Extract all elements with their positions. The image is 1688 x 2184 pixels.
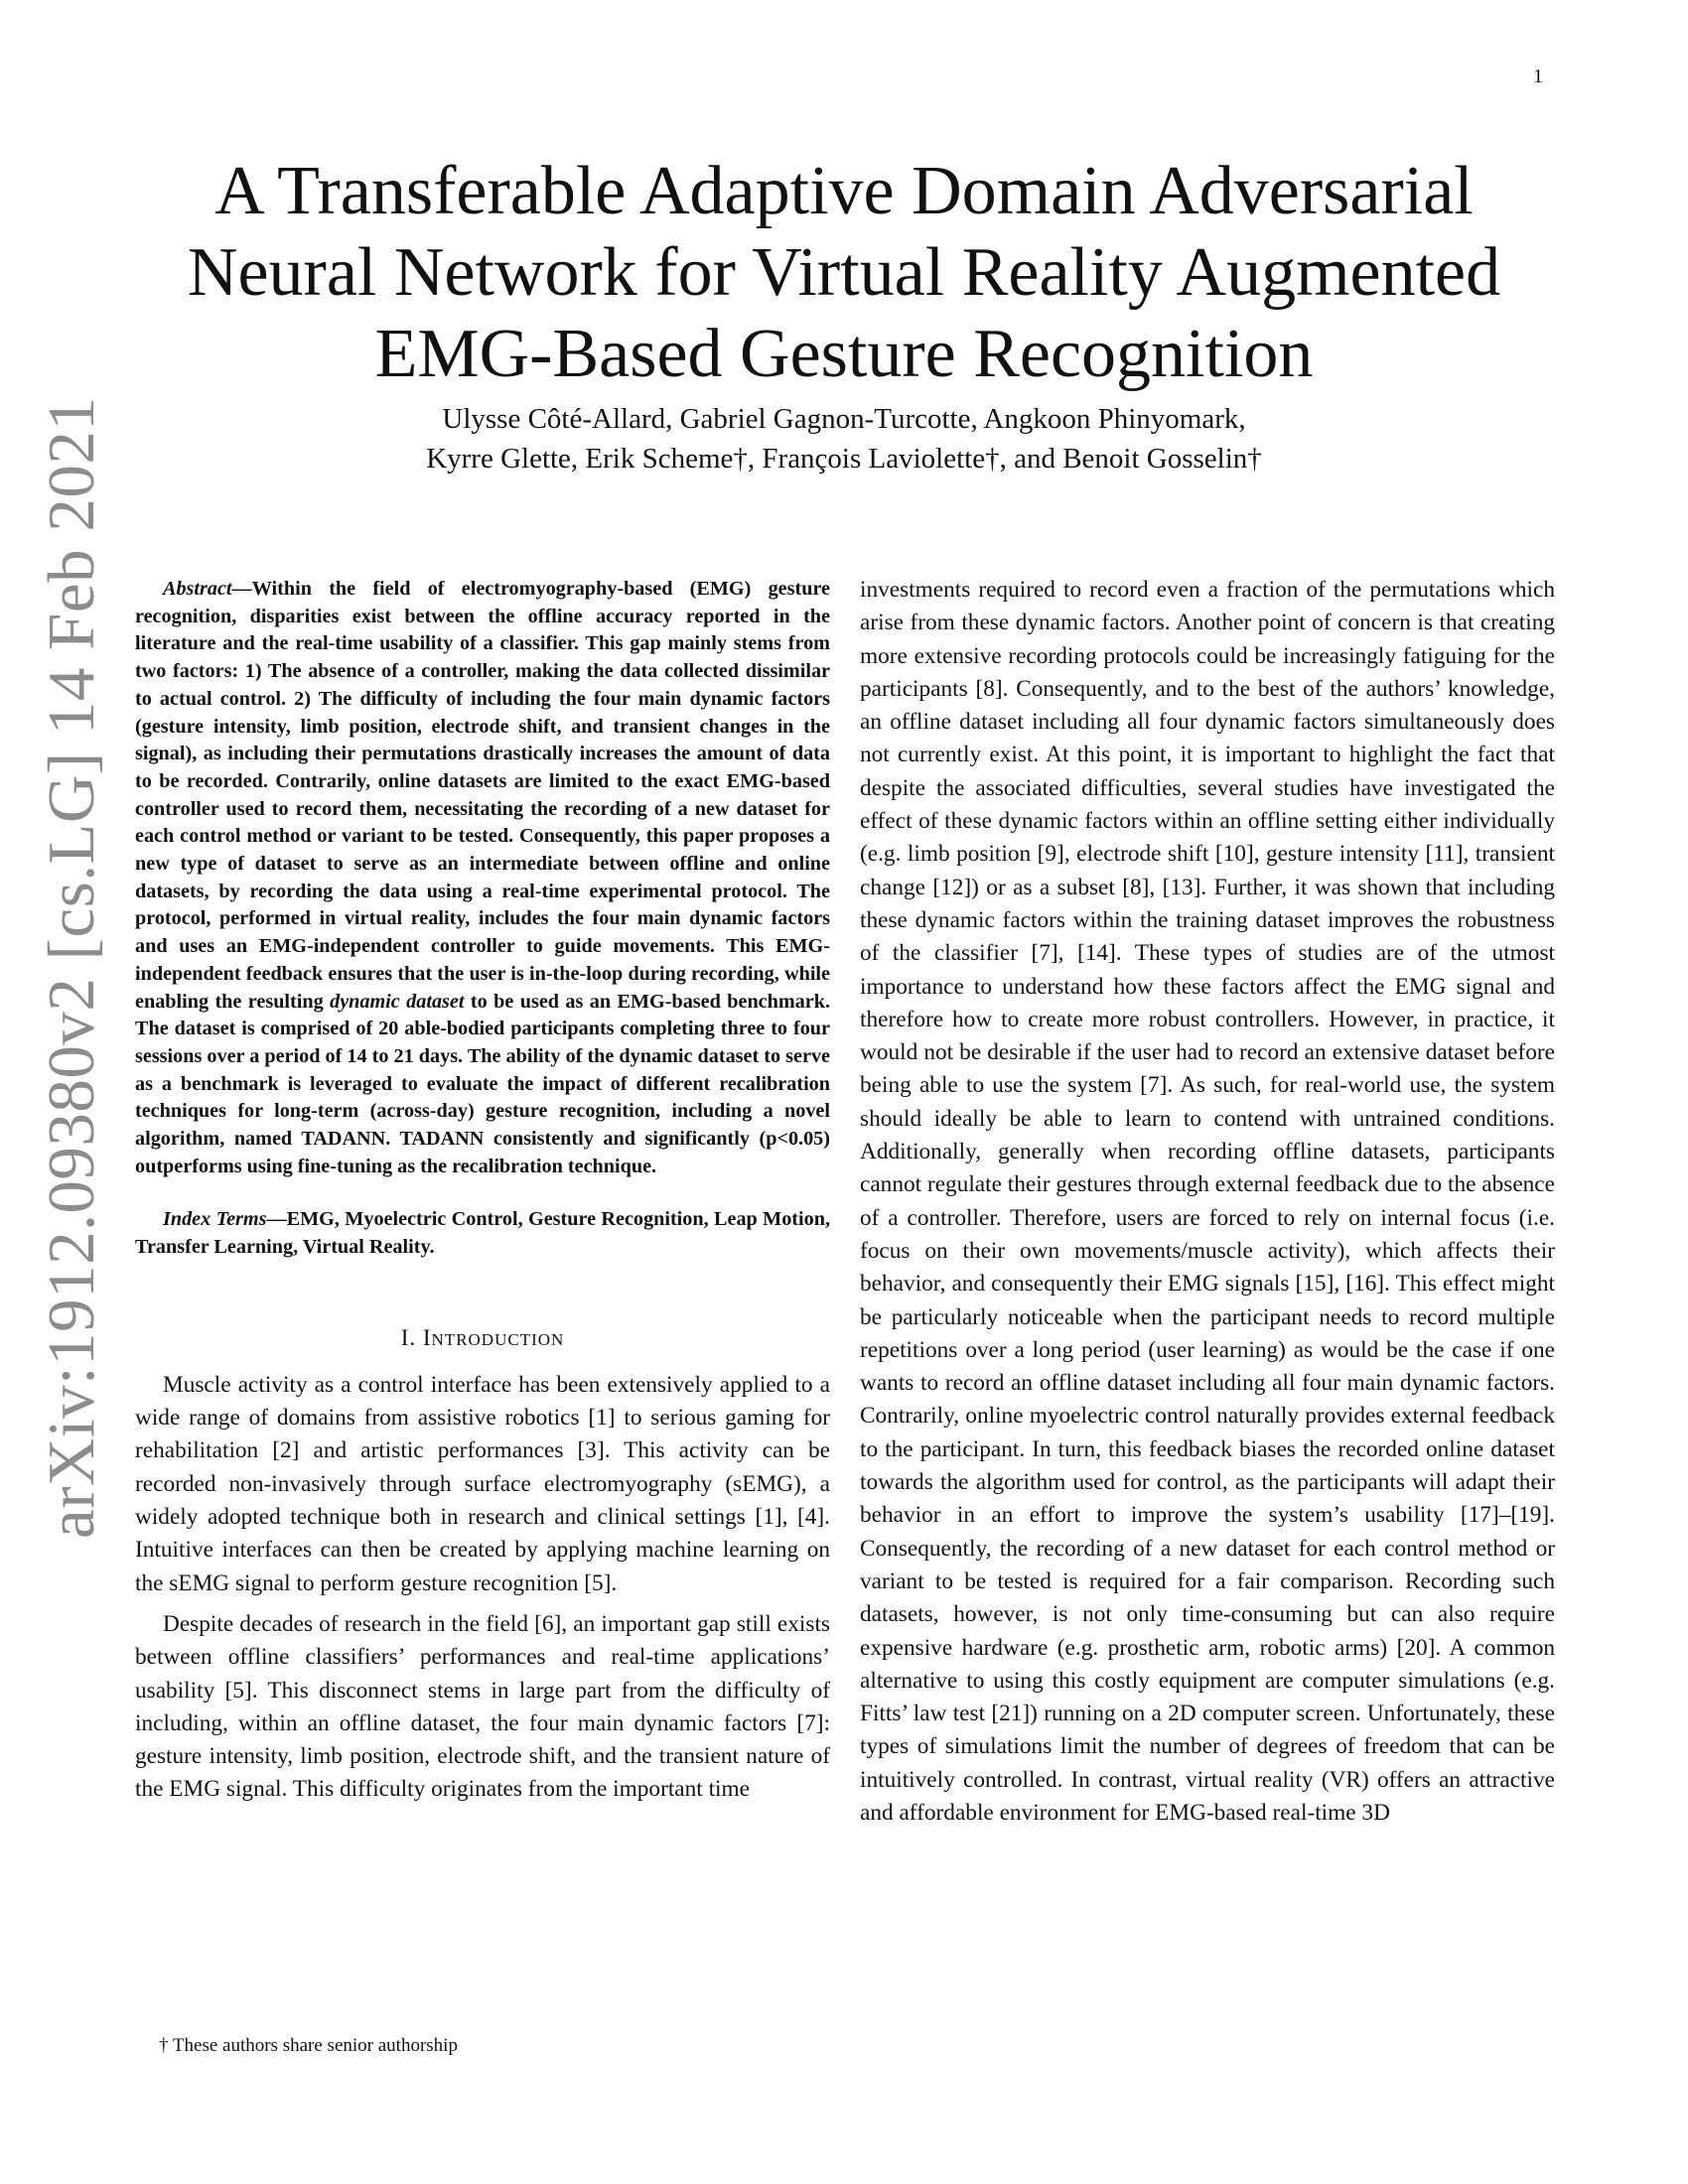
- abstract-text: —Within the field of electromyography-based (EMG) gesture recognition, disparities exist between the offline accuracy reported in the literature and the real-time usability of a classifier. This gap mainly stems from two factors: 1) The absence of a controller, making the data collected dissimilar to actual control. 2) The difficulty of including the four main dynamic factors (gesture intensity, limb position, electrode shift, and transient changes in the signal), as including their permutations drastically increases the amount of data to be recorded. Contrarily, online datasets are limited to the exact EMG-based controller used to record them, necessitating the recording of a new dataset for each control method or variant to be tested. Consequently, this paper proposes a new type of dataset to serve as an intermediate between offline and online datasets, by recording the data using a real-time experimental protocol. The protocol, performed in virtual reality, includes the four main dynamic factors and uses an EMG-independent controller to guide movements. This EMG-independent feedback ensures that the user is in-the-loop during recording, while enabling the resulting: [135, 578, 830, 1013]
- section-title-initial: I: [422, 1324, 432, 1350]
- author-list: [139, 399, 1549, 478]
- body-paragraph: investments required to record even a fraction of the permutations which arise from these dynamic factors. Another point of concern is that creating more extensive recording protocols could be increasingly fatiguing for the participants [8]. Consequently, and to the best of the authors’ knowledge, an offline dataset including all four dynamic factors simultaneously does not currently exist. At this point, it is important to highlight the fact that despite the associated difficulties, several studies have investigated the effect of these dynamic factors within an offline setting either individually (e.g. limb position [9], electrode shift [10], gesture intensity [11], transient change [12]) or as a subset [8], [13]. Further, it was shown that including these dynamic factors within the training dataset improves the robustness of the classifier [7], [14]. These types of studies are of the utmost importance to understand how these factors affect the EMG signal and therefore how to create more robust controllers. However, in practice, it would not be desirable if the user had to record an extensive dataset before being able to use the system [7]. As such, for real-world use, the system should ideally be able to learn to contend with untrained conditions. Additionally, generally when recording offline datasets, participants cannot regulate their gestures through external feedback due to the absence of a controller. Therefore, users are forced to rely on internal focus (i.e. focus on their own movements/muscle activity), which affects their behavior, and consequently their EMG signals [15], [16]. This effect might be particularly noticeable when the participant needs to record multiple repetitions over a long period (user learning) as would be the case if one wants to record an offline dataset including all four main dynamic factors. Contrarily, online myoelectric control naturally provides external feedback to the participant. In turn, this feedback biases the recorded online dataset towards the algorithm used for control, as the participants will adapt their behavior in an effort to improve the system’s usability [17]–[19]. Consequently, the recording of a new dataset for each control method or variant to be tested is required for a fair comparison. Recording such datasets, however, is not only time-consuming but can also require expensive hardware (e.g. prosthetic arm, robotic arms) [20]. A common alternative to using this costly equipment are computer simulations (e.g. Fitts’ law test [21]) running on a 2D computer screen. Unfortunately, these types of simulations limit the number of degrees of freedom that can be intuitively controlled. In contrast, virtual reality (VR) offers an attractive and affordable environment for EMG-based real-time 3D: [860, 577, 1555, 1826]
- index-terms-label: Index Terms: [163, 1208, 267, 1231]
- index-terms: [135, 1206, 830, 1261]
- abstract-text-continued: to be used as an EMG-based benchmark. The dataset is comprised of 20 able-bodied participants completing three to four sessions over a period of 14 to 21 days. The ability of the dynamic dataset to serve as a benchmark is leveraged to evaluate the impact of different recalibration techniques for long-term (across-day) gesture recognition, including a novel algorithm, named TADANN. TADANN consistently and significantly (p<0.05) outperforms using fine-tuning as the recalibration technique.: [135, 990, 831, 1177]
- title-line: EMG-Based Gesture Recognition: [374, 316, 1314, 392]
- author-line: Ulysse Côté-Allard, Gabriel Gagnon-Turcotte, Angkoon Phinyomark,: [442, 403, 1246, 435]
- arxiv-identifier: arXiv:1912.09380v2 [cs.LG] 14 Feb 2021: [35, 396, 108, 1539]
- abstract-label: Abstract: [163, 578, 232, 600]
- left-column: [135, 576, 830, 1807]
- title-line: A Transferable Adaptive Domain Adversarial: [214, 153, 1474, 229]
- index-terms-text: —EMG, Myoelectric Control, Gesture Recognition, Leap Motion, Transfer Learning, Virtual Reality.: [135, 1208, 830, 1259]
- right-column: [860, 574, 1555, 1830]
- paper-title: [139, 151, 1549, 395]
- footnote: † These authors share senior authorship: [159, 2035, 458, 2056]
- abstract-emphasis: dynamic dataset: [330, 990, 465, 1013]
- body-paragraph: Muscle activity as a control interface has been extensively applied to a wide range of domains from assistive robotics [1] to serious gaming for rehabilitation [2] and artistic performances [3]. This activity can be recorded non-invasively through surface electromyography (sEMG), a widely adopted technique both in research and clinical settings [1], [4]. Intuitive interfaces can then be created by applying machine learning on the sEMG signal to perform gesture recognition [5].: [135, 1371, 830, 1596]
- page-number: 1: [1533, 66, 1543, 87]
- section-number: I.: [400, 1324, 417, 1350]
- title-line: Neural Network for Virtual Reality Augmented: [187, 234, 1501, 311]
- author-line: Kyrre Glette, Erik Scheme†, François Laviolette†, and Benoit Gosselin†: [426, 443, 1262, 475]
- body-paragraph: Despite decades of research in the field [6], an important gap still exists between offline classifiers’ performances and real-time applications’ usability [5]. This disconnect stems in large part from the difficulty of including, within an offline dataset, the four main dynamic factors [7]: gesture intensity, limb position, electrode shift, and the transient nature of the EMG signal. This difficulty originates from the important time: [135, 1610, 830, 1803]
- section-title-rest: NTRODUCTION: [431, 1329, 565, 1349]
- section-heading: [135, 1325, 830, 1351]
- abstract: [135, 576, 830, 1180]
